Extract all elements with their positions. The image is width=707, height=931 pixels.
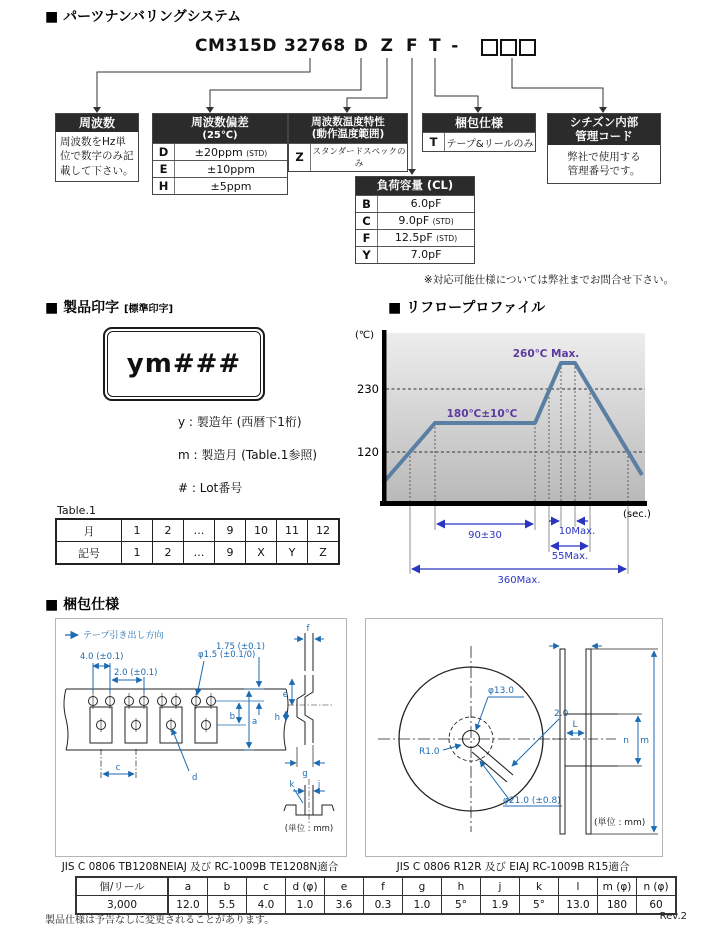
reel-unit-label: (単位 : mm) (594, 818, 646, 828)
tape-dim-f: f (306, 624, 310, 634)
row-value: テープ&リールのみ (446, 138, 534, 150)
reel-dim-r: R1.0 (419, 747, 440, 757)
row-std: (STD) (436, 234, 458, 244)
package-marking-text: ym### (107, 331, 261, 397)
section-title-packing: ■ 梱包仕様 (45, 597, 120, 613)
row-code: Y (356, 247, 378, 263)
tolerance-box-title (153, 114, 287, 143)
tape-unit-label: (単位 : mm) (284, 824, 334, 834)
tape-dim-g: g (302, 769, 308, 779)
dims-header-cell: f (364, 877, 403, 896)
temp-char-box (288, 113, 408, 172)
tape-drawing (56, 619, 346, 856)
dims-header-cell: a (168, 877, 208, 896)
dims-header-cell: j (481, 877, 520, 896)
code-family: CM315D (195, 36, 277, 56)
code-blank-box (519, 39, 536, 56)
temp-char-box-title (289, 114, 407, 143)
marking-title-text: ■ 製品印字 (45, 300, 120, 316)
load-cap-row (356, 246, 474, 263)
tolerance-box (152, 113, 288, 195)
marking-legend-y: y : 製造年 (西暦下1桁) (178, 415, 302, 429)
dims-value-cell: 13.0 (559, 896, 598, 915)
code-cell: 2 (153, 542, 184, 565)
month-cell: … (184, 519, 215, 542)
code-blank-box (500, 39, 517, 56)
reel-caption: JIS C 0806 R12R 及び EIAJ RC-1009B R15適合 (396, 861, 630, 873)
row-value-text: 7.0pF (410, 248, 442, 262)
reflow-profile-chart (353, 322, 655, 596)
code-cell: 1 (122, 542, 153, 565)
code-cell: … (184, 542, 215, 565)
code-cell: X (246, 542, 277, 565)
row-value (378, 247, 474, 263)
frequency-box-body: 周波数をHz単位で数字のみ記載して下さい。 (60, 136, 134, 177)
internal-code-body (548, 145, 660, 183)
dims-value-cell: 3.6 (325, 896, 364, 915)
row-code: D (153, 144, 175, 160)
table1-caption: Table.1 (57, 504, 96, 517)
row-code: Z (289, 144, 311, 171)
dims-value-cell: 0.3 (364, 896, 403, 915)
tape-dim-4mm: 4.0 (±0.1) (80, 652, 124, 662)
month-cell: 2 (153, 519, 184, 542)
code-load-cap: F (405, 36, 419, 56)
row-code: F (356, 230, 378, 246)
internal-title1: シチズン内部 (569, 115, 639, 129)
dims-header-cell: g (403, 877, 442, 896)
dims-header-cell: 個/リール (76, 877, 168, 896)
dims-header-cell: k (520, 877, 559, 896)
section-title-part-numbering: ■ パーツナンバリングシステム (45, 9, 242, 25)
internal-body-line1: 弊社で使用する (567, 151, 641, 164)
dim-total-label: 360Max. (497, 575, 541, 586)
dims-value-cell: 4.0 (247, 896, 286, 915)
dim-peak-label: 10Max. (558, 526, 596, 537)
section-title-reflow: ■ リフロープロファイル (388, 300, 546, 316)
dim-plateau-label: 90±30 (468, 530, 502, 541)
row-std: (STD) (432, 217, 454, 227)
row-value-text: ±5ppm (210, 179, 252, 193)
tape-dim-c: c (115, 763, 121, 773)
tape-direction-label: テープ引き出し方向 (83, 631, 164, 641)
dim-above230-label: 55Max. (551, 551, 589, 562)
row-value (378, 196, 474, 212)
dims-header-cell: d (φ) (286, 877, 325, 896)
month-cell: 12 (308, 519, 340, 542)
load-cap-box (355, 176, 475, 264)
load-cap-row (356, 195, 474, 212)
tolerance-row (153, 177, 287, 194)
code-packaging: T (428, 36, 442, 56)
dims-value-cell: 12.0 (168, 896, 208, 915)
section-title-marking (45, 297, 173, 317)
temp-char-row (289, 143, 407, 171)
marking-subtitle-text: [標準印字] (123, 304, 174, 315)
tape-dim-k: k (289, 780, 295, 790)
x-axis (380, 501, 647, 506)
code-separator: - (451, 36, 459, 56)
load-cap-row (356, 229, 474, 246)
tape-dim-d: d (192, 773, 198, 783)
row-code: B (356, 196, 378, 212)
temp-char-title1: 周波数温度特性 (311, 116, 385, 128)
dims-value-cell: 3,000 (76, 896, 168, 915)
month-row (56, 519, 339, 542)
chart-ytick-230: 230 (357, 382, 379, 396)
row-value (175, 178, 287, 194)
reel-dim-L: L (572, 720, 578, 730)
chart-ytick-120: 120 (357, 445, 379, 459)
month-cell: 10 (246, 519, 277, 542)
row-code: C (356, 213, 378, 229)
tape-dim-a: a (252, 717, 258, 727)
peak-temp-label: 260℃ Max. (512, 348, 580, 360)
plateau-temp-label: 180℃±10℃ (446, 408, 518, 420)
row-value: スタンダードスペックのみ (312, 147, 406, 170)
row-value (175, 144, 287, 160)
dims-header-cell: m (φ) (598, 877, 637, 896)
tolerance-box-title1: 周波数偏差 (191, 115, 249, 129)
dims-header-cell: e (325, 877, 364, 896)
tape-caption: JIS C 0806 TB1208NEIAJ 及び RC-1009B TE1208N適合 (61, 861, 339, 873)
tape-dim-2mm: 2.0 (±0.1) (114, 668, 158, 678)
code-cell: 9 (215, 542, 246, 565)
tape-dim-b: b (229, 712, 235, 722)
packing-dims-table (75, 876, 677, 915)
y-axis (382, 330, 387, 505)
month-cell: 1 (122, 519, 153, 542)
code-cell: Y (277, 542, 308, 565)
row-value (378, 213, 474, 229)
tape-dim-j: j (317, 780, 321, 790)
row-code: E (153, 161, 175, 177)
reel-dim-slot: 2.0 (554, 709, 569, 719)
temp-char-title2: (動作温度範囲) (311, 128, 385, 141)
code-row (56, 542, 339, 565)
code-blank-box (481, 39, 498, 56)
dims-value-cell: 1.0 (403, 896, 442, 915)
row-std: (STD) (246, 148, 268, 158)
row-value (378, 230, 474, 246)
frequency-box (55, 113, 139, 182)
chart-x-unit: (sec.) (623, 509, 651, 520)
footer-note: 製品仕様は予告なしに変更されることがあります。 (45, 915, 275, 926)
tolerance-box-title2: (25℃) (202, 129, 238, 141)
row-value-text: 12.5pF (394, 231, 433, 245)
dims-value-cell: 5.5 (208, 896, 247, 915)
tape-dim-h: h (274, 713, 280, 723)
row-code: T (423, 133, 445, 151)
dims-header-cell: c (247, 877, 286, 896)
row-code: H (153, 178, 175, 194)
row-value-text: ±10ppm (207, 162, 255, 176)
reel-dim-n: n (623, 736, 629, 746)
code-row-label: 記号 (56, 542, 122, 565)
marking-legend-lot: # : Lot番号 (178, 481, 243, 495)
dims-value-cell: 5° (442, 896, 481, 915)
tape-dim-hole: φ1.5 (±0.1/0) (198, 650, 256, 660)
dims-header-row (76, 877, 676, 896)
reel-drawing-panel (365, 618, 663, 857)
internal-code-box-title (548, 114, 660, 145)
dims-value-cell: 1.9 (481, 896, 520, 915)
dims-value-cell: 5° (520, 896, 559, 915)
internal-code-box (547, 113, 661, 184)
month-cell: 9 (215, 519, 246, 542)
row-value-text: 6.0pF (410, 197, 442, 211)
dims-header-cell: l (559, 877, 598, 896)
packaging-box-title: 梱包仕様 (423, 114, 535, 132)
row-value (175, 161, 287, 177)
chart-y-unit: (℃) (355, 330, 375, 341)
reel-dim-hub: φ13.0 (488, 686, 514, 696)
frequency-box-title: 周波数 (56, 114, 138, 132)
internal-body-line2: 管理番号です。 (567, 165, 641, 178)
code-temp-char: Z (380, 36, 394, 56)
load-cap-box-title: 負荷容量 (CL) (356, 177, 474, 195)
dims-header-cell: b (208, 877, 247, 896)
tolerance-row (153, 143, 287, 160)
tolerance-row (153, 160, 287, 177)
tape-dim-e: e (282, 690, 288, 700)
dims-value-cell: 180 (598, 896, 637, 915)
internal-title2: 管理コード (575, 128, 633, 143)
dims-header-cell: n (φ) (637, 877, 677, 896)
dims-value-cell: 1.0 (286, 896, 325, 915)
row-value-text: ±20ppm (194, 145, 243, 159)
month-row-label: 月 (56, 519, 122, 542)
reel-drawing (366, 619, 662, 856)
tape-drawing-panel (55, 618, 347, 857)
code-frequency: 32768 (284, 36, 346, 56)
reel-dim-m: m (640, 736, 649, 746)
dims-value-cell: 60 (637, 896, 677, 915)
tape-dim-edge: 1.75 (±0.1) (216, 642, 265, 652)
dims-header-cell: h (442, 877, 481, 896)
marking-legend-m: m : 製造月 (Table.1参照) (178, 448, 318, 462)
code-cell: Z (308, 542, 340, 565)
contact-note: ※対応可能仕様については弊社までお問合せ下さい。 (423, 274, 674, 286)
crystal-package-drawing (103, 327, 265, 401)
code-tolerance: D (353, 36, 369, 56)
packaging-row (423, 132, 535, 151)
revision-label: Rev.2 (659, 911, 687, 922)
row-value-text: 9.0pF (398, 214, 430, 228)
reel-dim-center: φ21.0 (±0.8) (503, 796, 561, 806)
month-code-table (55, 518, 340, 565)
packaging-box (422, 113, 536, 152)
load-cap-row (356, 212, 474, 229)
month-cell: 11 (277, 519, 308, 542)
